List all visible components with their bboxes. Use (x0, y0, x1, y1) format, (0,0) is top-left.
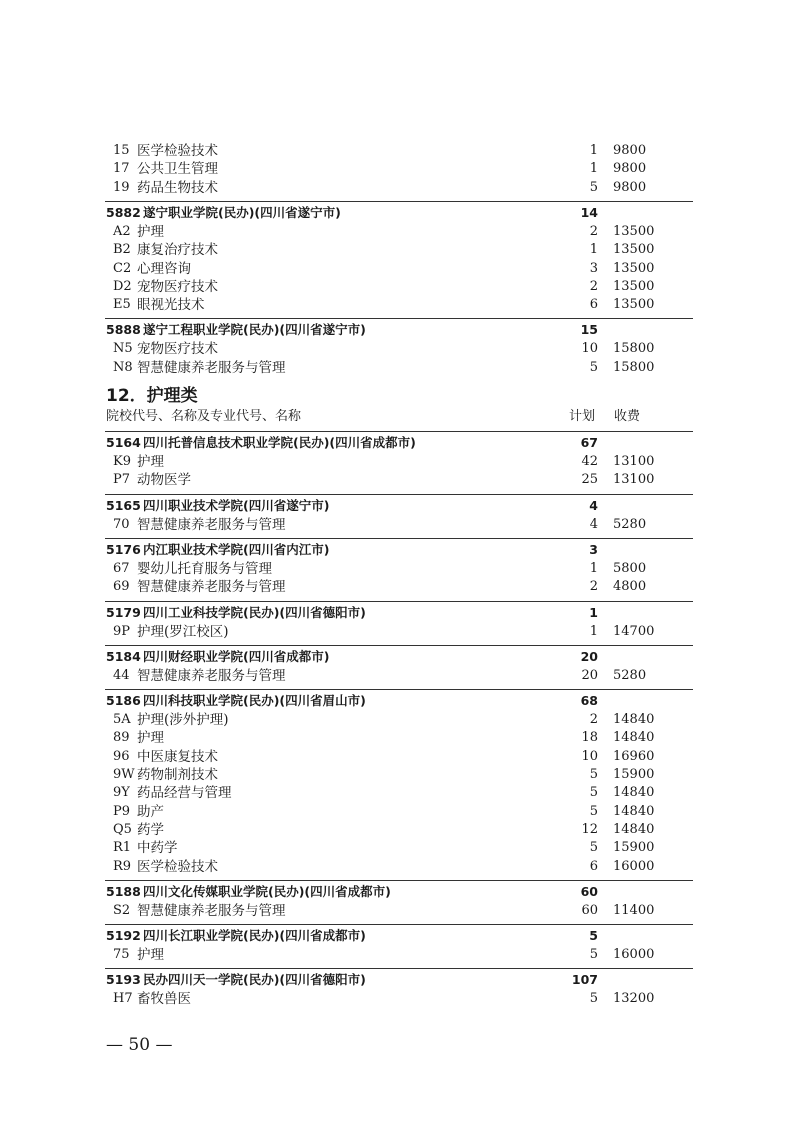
school-plan: 107 (571, 972, 598, 988)
major-fee: 16000 (613, 858, 655, 874)
major-fee: 14840 (613, 730, 655, 746)
school-divider (105, 318, 693, 319)
major-name: 护理 (137, 730, 164, 747)
major-code: C2 (113, 260, 132, 276)
school-code: 5188 (106, 883, 141, 899)
major-code: 69 (113, 579, 130, 595)
school-plan: 14 (580, 204, 598, 220)
major-fee: 13200 (613, 991, 655, 1007)
school-name: 民办四川天一学院(民办)(四川省德阳市) (143, 972, 366, 988)
major-name: 智慧健康养老服务与管理 (137, 902, 286, 919)
major-name: 智慧健康养老服务与管理 (137, 667, 286, 684)
major-fee: 13100 (613, 454, 655, 469)
major-code: Q5 (113, 821, 132, 837)
school-divider (105, 538, 693, 539)
major-name: 护理(罗江校区) (137, 623, 229, 640)
major-row (0, 471, 800, 489)
major-fee: 5280 (613, 667, 647, 683)
major-plan: 60 (581, 902, 598, 918)
school-plan: 67 (580, 435, 598, 450)
major-fee: 13500 (613, 260, 655, 276)
school-code: 5192 (106, 928, 141, 944)
school-row (0, 434, 800, 452)
major-name: 康复治疗技术 (137, 242, 218, 259)
school-row (0, 648, 800, 666)
major-name: 药品生物技术 (137, 179, 218, 196)
school-code: 5882 (106, 204, 141, 220)
major-name: 助产 (137, 803, 164, 820)
major-code: 96 (113, 748, 130, 764)
major-row (0, 803, 800, 821)
major-fee: 14840 (613, 785, 655, 801)
major-row (0, 902, 800, 920)
major-fee: 9800 (613, 179, 647, 195)
major-plan: 42 (581, 454, 598, 469)
school-row (0, 541, 800, 559)
school-name: 四川科技职业学院(民办)(四川省眉山市) (143, 693, 366, 709)
major-fee: 14840 (613, 712, 655, 728)
school-row (0, 321, 800, 339)
major-code: H7 (113, 991, 133, 1007)
major-code: R9 (113, 858, 132, 874)
major-fee: 15900 (613, 840, 655, 856)
major-code: S2 (113, 902, 131, 918)
major-name: 动物医学 (137, 472, 191, 489)
major-row (0, 340, 800, 358)
major-name: 护理 (137, 947, 164, 964)
major-plan: 1 (589, 242, 598, 258)
major-row (0, 560, 800, 578)
column-header (0, 408, 800, 426)
major-code: 9W (113, 767, 135, 782)
major-name: 心理咨询 (137, 260, 191, 277)
major-fee: 16960 (613, 748, 655, 764)
major-fee: 11400 (613, 902, 655, 918)
school-code: 5186 (106, 693, 141, 709)
major-row (0, 784, 800, 802)
school-plan: 68 (580, 693, 598, 709)
major-row (0, 516, 800, 534)
major-fee: 14840 (613, 803, 655, 819)
major-row (0, 241, 800, 259)
school-plan: 5 (589, 928, 598, 944)
school-code: 5176 (106, 541, 141, 557)
major-code: 17 (113, 161, 130, 177)
school-plan: 3 (589, 541, 598, 557)
major-plan: 5 (589, 359, 598, 375)
major-name: 中药学 (137, 840, 178, 857)
major-fee: 14840 (613, 821, 655, 837)
major-name: 智慧健康养老服务与管理 (137, 579, 286, 596)
school-name: 四川托普信息技术职业学院(民办)(四川省成都市) (143, 435, 416, 450)
school-code: 5164 (106, 435, 141, 450)
major-code: 9P (113, 623, 131, 639)
major-fee: 5800 (613, 560, 647, 576)
column-header-plan: 计划 (569, 409, 596, 424)
major-plan: 1 (589, 623, 598, 639)
major-name: 婴幼儿托育服务与管理 (137, 560, 272, 577)
major-fee: 9800 (613, 143, 647, 158)
major-code: 89 (113, 730, 130, 746)
major-plan: 2 (589, 712, 598, 728)
major-plan: 3 (589, 260, 598, 276)
major-plan: 6 (589, 297, 598, 313)
school-divider (105, 645, 693, 646)
major-row (0, 946, 800, 964)
school-row (0, 927, 800, 945)
major-code: N8 (113, 359, 133, 375)
major-code: P7 (113, 472, 131, 488)
major-fee: 16000 (613, 947, 655, 963)
major-fee: 15800 (613, 359, 655, 375)
major-plan: 5 (589, 991, 598, 1007)
major-plan: 10 (581, 748, 598, 764)
major-row (0, 453, 800, 471)
major-name: 智慧健康养老服务与管理 (137, 359, 286, 376)
major-fee: 9800 (613, 161, 647, 177)
school-code: 5888 (106, 322, 141, 338)
school-plan: 60 (580, 883, 598, 899)
column-header-fee: 收费 (614, 409, 641, 424)
major-row (0, 766, 800, 784)
major-name: 护理 (137, 454, 164, 470)
major-name: 公共卫生管理 (137, 161, 218, 178)
major-row (0, 142, 800, 160)
major-row (0, 160, 800, 178)
school-name: 四川财经职业学院(四川省成都市) (143, 648, 330, 664)
major-plan: 20 (581, 667, 598, 683)
school-name: 遂宁工程职业学院(民办)(四川省遂宁市) (143, 322, 366, 338)
major-code: N5 (113, 341, 133, 357)
major-plan: 5 (589, 803, 598, 819)
school-name: 四川职业技术学院(四川省遂宁市) (143, 497, 330, 513)
major-plan: 4 (589, 516, 598, 532)
major-code: 67 (113, 560, 130, 576)
major-plan: 1 (589, 560, 598, 576)
major-name: 宠物医疗技术 (137, 341, 218, 358)
major-code: D2 (113, 278, 132, 294)
major-plan: 5 (589, 785, 598, 801)
major-row (0, 278, 800, 296)
major-fee: 14700 (613, 623, 655, 639)
major-plan: 2 (589, 579, 598, 595)
school-name: 四川长江职业学院(民办)(四川省成都市) (143, 928, 366, 944)
major-fee: 13500 (613, 242, 655, 258)
school-divider (105, 494, 693, 495)
major-code: K9 (113, 454, 131, 469)
school-code: 5184 (106, 648, 141, 664)
major-row (0, 578, 800, 596)
major-row (0, 839, 800, 857)
major-name: 医学检验技术 (137, 858, 218, 875)
school-divider (105, 201, 693, 202)
major-row (0, 711, 800, 729)
major-name: 药品经营与管理 (137, 785, 232, 802)
major-plan: 5 (589, 840, 598, 856)
major-code: 75 (113, 947, 130, 963)
school-divider (105, 689, 693, 690)
major-plan: 2 (589, 223, 598, 239)
major-row (0, 821, 800, 839)
section-title: 12．护理类 (106, 386, 198, 406)
major-code: 9Y (113, 785, 130, 801)
major-row (0, 296, 800, 314)
school-row (0, 692, 800, 710)
major-row (0, 748, 800, 766)
school-name: 四川工业科技学院(民办)(四川省德阳市) (143, 604, 366, 620)
school-row (0, 204, 800, 222)
major-row (0, 223, 800, 241)
school-row (0, 883, 800, 901)
major-plan: 5 (589, 179, 598, 195)
school-code: 5165 (106, 497, 141, 513)
major-fee: 5280 (613, 516, 647, 532)
major-code: 19 (113, 179, 130, 195)
major-row (0, 260, 800, 278)
major-row (0, 990, 800, 1008)
school-divider (105, 968, 693, 969)
major-row (0, 729, 800, 747)
major-code: P9 (113, 803, 131, 819)
school-row (0, 971, 800, 989)
school-row (0, 604, 800, 622)
school-divider (105, 431, 693, 432)
school-plan: 15 (580, 322, 598, 338)
major-row (0, 858, 800, 876)
major-plan: 5 (589, 767, 598, 782)
major-code: 5A (113, 712, 131, 728)
major-row (0, 359, 800, 377)
school-name: 内江职业技术学院(四川省内江市) (143, 541, 330, 557)
major-row (0, 623, 800, 641)
major-code: A2 (113, 223, 131, 239)
column-header-name: 院校代号、名称及专业代号、名称 (106, 409, 302, 424)
section-heading (0, 387, 800, 405)
major-code: R1 (113, 840, 132, 856)
school-name: 四川文化传媒职业学院(民办)(四川省成都市) (143, 883, 391, 899)
school-plan: 4 (589, 497, 598, 513)
school-code: 5193 (106, 972, 141, 988)
major-name: 护理 (137, 223, 164, 240)
major-plan: 5 (589, 947, 598, 963)
major-plan: 1 (589, 161, 598, 177)
page-number: — 50 — (106, 1035, 173, 1055)
major-plan: 25 (581, 472, 598, 488)
major-fee: 4800 (613, 579, 647, 595)
major-plan: 12 (581, 821, 598, 837)
major-name: 眼视光技术 (137, 297, 205, 314)
major-row (0, 179, 800, 197)
major-code: 15 (113, 143, 130, 158)
major-code: E5 (113, 297, 131, 313)
major-code: 70 (113, 516, 130, 532)
major-plan: 10 (581, 341, 598, 357)
major-name: 医学检验技术 (137, 143, 218, 159)
major-fee: 13500 (613, 297, 655, 313)
school-name: 遂宁职业学院(民办)(四川省遂宁市) (143, 204, 341, 220)
major-fee: 15800 (613, 341, 655, 357)
major-name: 药物制剂技术 (137, 767, 218, 783)
school-row (0, 497, 800, 515)
major-plan: 1 (589, 143, 598, 158)
major-name: 智慧健康养老服务与管理 (137, 516, 286, 533)
major-fee: 15900 (613, 767, 655, 782)
major-name: 护理(涉外护理) (137, 712, 229, 729)
major-fee: 13100 (613, 472, 655, 488)
school-plan: 1 (589, 604, 598, 620)
major-plan: 2 (589, 278, 598, 294)
major-fee: 13500 (613, 278, 655, 294)
major-fee: 13500 (613, 223, 655, 239)
major-name: 畜牧兽医 (137, 991, 191, 1008)
school-divider (105, 880, 693, 881)
major-plan: 6 (589, 858, 598, 874)
major-row (0, 667, 800, 685)
major-code: 44 (113, 667, 130, 683)
major-plan: 18 (581, 730, 598, 746)
school-divider (105, 924, 693, 925)
major-name: 中医康复技术 (137, 748, 218, 765)
school-plan: 20 (580, 648, 598, 664)
school-divider (105, 601, 693, 602)
school-code: 5179 (106, 604, 141, 620)
major-name: 宠物医疗技术 (137, 278, 218, 295)
major-code: B2 (113, 242, 131, 258)
major-name: 药学 (137, 821, 164, 838)
